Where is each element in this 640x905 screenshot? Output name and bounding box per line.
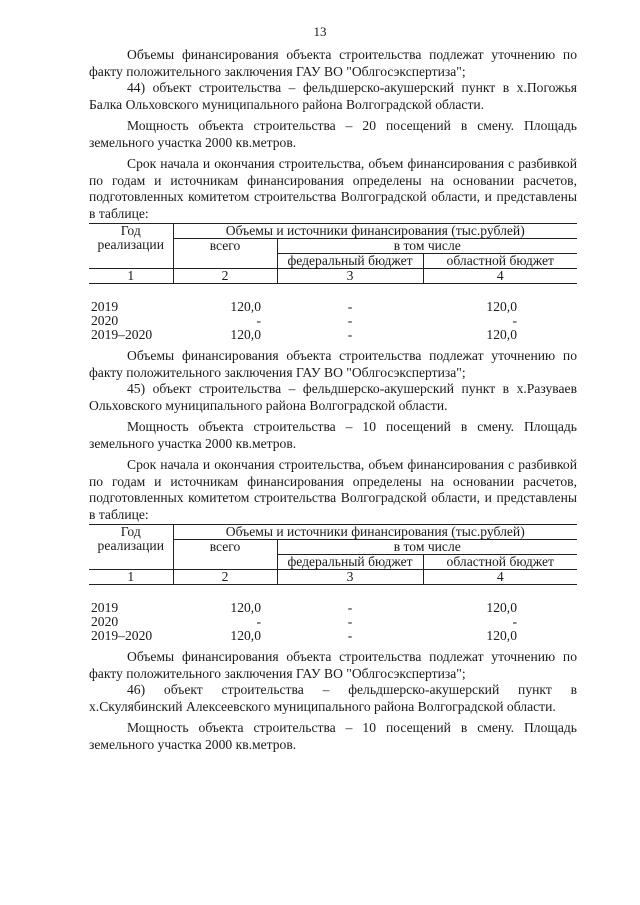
- cell-total: 120,0: [230, 299, 261, 314]
- table-header-including: в том числе: [277, 540, 577, 555]
- object-44-paragraph: 44) объект строительства – фельдшерско-акушерский пункт в х.Погожья Балка Ольховского муниципального района Волгоградской области.: [89, 80, 577, 112]
- funding-note-paragraph: Объемы финансирования объекта строительства подлежат уточнению по факту положительного заключения ГАУ ВО "Облгосэкспертиза";: [89, 348, 577, 380]
- table-row: [89, 615, 577, 629]
- table-header-including: в том числе: [277, 239, 577, 254]
- cell-year: 2019–2020: [91, 327, 153, 342]
- cell-federal: -: [347, 628, 353, 643]
- funding-note-paragraph: Объемы финансирования объекта строительства подлежат уточнению по факту положительного заключения ГАУ ВО "Облгосэкспертиза";: [89, 47, 577, 79]
- cell-regional: 120,0: [486, 327, 517, 342]
- table-col-number: 2: [173, 269, 277, 284]
- cell-year: 2019: [91, 600, 119, 615]
- table-col-number: 1: [89, 570, 173, 585]
- cell-regional: 120,0: [486, 299, 517, 314]
- table-col-number: 4: [423, 269, 577, 284]
- table-row: [89, 629, 577, 643]
- table-header-year: Год реализации: [89, 525, 173, 570]
- table-row: [89, 314, 577, 328]
- page-number: 13: [313, 24, 327, 39]
- table-row: [89, 300, 577, 314]
- object-46-paragraph: 46) объект строительства – фельдшерско-акушерский пункт в х.Скулябинский Алексеевского муниципального района Волгоградской области.: [89, 682, 577, 714]
- table-header-volumes: Объемы и источники финансирования (тыс.рублей): [173, 224, 577, 239]
- terms-paragraph: Срок начала и окончания строительства, объем финансирования с разбивкой по годам и источникам финансирования определены на основании расчетов, подготовленных комитетом строительства Волгоградской области, и представлены в таблице:: [89, 156, 577, 221]
- cell-federal: -: [347, 600, 353, 615]
- financing-table-1: [89, 223, 577, 342]
- table-row: [89, 601, 577, 615]
- table-col-number: 2: [173, 570, 277, 585]
- table-header-year: Год реализации: [89, 224, 173, 269]
- capacity-paragraph: Мощность объекта строительства – 10 посещений в смену. Площадь земельного участка 2000 кв.метров.: [89, 419, 577, 451]
- cell-total: -: [256, 614, 261, 629]
- table-col-number: 3: [277, 269, 423, 284]
- cell-regional: 120,0: [486, 600, 517, 615]
- financing-table-2: [89, 524, 577, 643]
- table-header-regional: областной бюджет: [446, 554, 554, 569]
- capacity-paragraph: Мощность объекта строительства – 20 посещений в смену. Площадь земельного участка 2000 кв.метров.: [89, 118, 577, 150]
- table-col-number: 3: [277, 570, 423, 585]
- table-header-regional: областной бюджет: [446, 253, 554, 268]
- cell-total: -: [256, 313, 261, 328]
- table-col-number: 4: [423, 570, 577, 585]
- cell-federal: -: [347, 299, 353, 314]
- table-col-number: 1: [89, 269, 173, 284]
- cell-total: 120,0: [230, 600, 261, 615]
- cell-year: 2020: [91, 614, 119, 629]
- table-header-volumes: Объемы и источники финансирования (тыс.рублей): [173, 525, 577, 540]
- cell-year: 2020: [91, 313, 119, 328]
- cell-year: 2019: [91, 299, 119, 314]
- capacity-paragraph: Мощность объекта строительства – 10 посещений в смену. Площадь земельного участка 2000 кв.метров.: [89, 720, 577, 752]
- cell-total: 120,0: [230, 327, 261, 342]
- cell-year: 2019–2020: [91, 628, 153, 643]
- cell-federal: -: [347, 313, 353, 328]
- cell-total: 120,0: [230, 628, 261, 643]
- table-header-federal: федеральный бюджет: [277, 555, 423, 570]
- cell-federal: -: [347, 327, 353, 342]
- object-45-paragraph: 45) объект строительства – фельдшерско-акушерский пункт в х.Разуваев Ольховского муниципального района Волгоградской области.: [89, 381, 577, 413]
- cell-regional: -: [512, 614, 517, 629]
- terms-paragraph: Срок начала и окончания строительства, объем финансирования с разбивкой по годам и источникам финансирования определены на основании расчетов, подготовленных комитетом строительства Волгоградской области, и представлены в таблице:: [89, 457, 577, 522]
- table-header-total: всего: [173, 540, 277, 570]
- funding-note-paragraph: Объемы финансирования объекта строительства подлежат уточнению по факту положительного заключения ГАУ ВО "Облгосэкспертиза";: [89, 649, 577, 681]
- table-header-total: всего: [173, 239, 277, 269]
- table-header-federal: федеральный бюджет: [277, 254, 423, 269]
- cell-regional: -: [512, 313, 517, 328]
- cell-federal: -: [347, 614, 353, 629]
- cell-regional: 120,0: [486, 628, 517, 643]
- table-row: [89, 328, 577, 342]
- document-body: [89, 47, 577, 753]
